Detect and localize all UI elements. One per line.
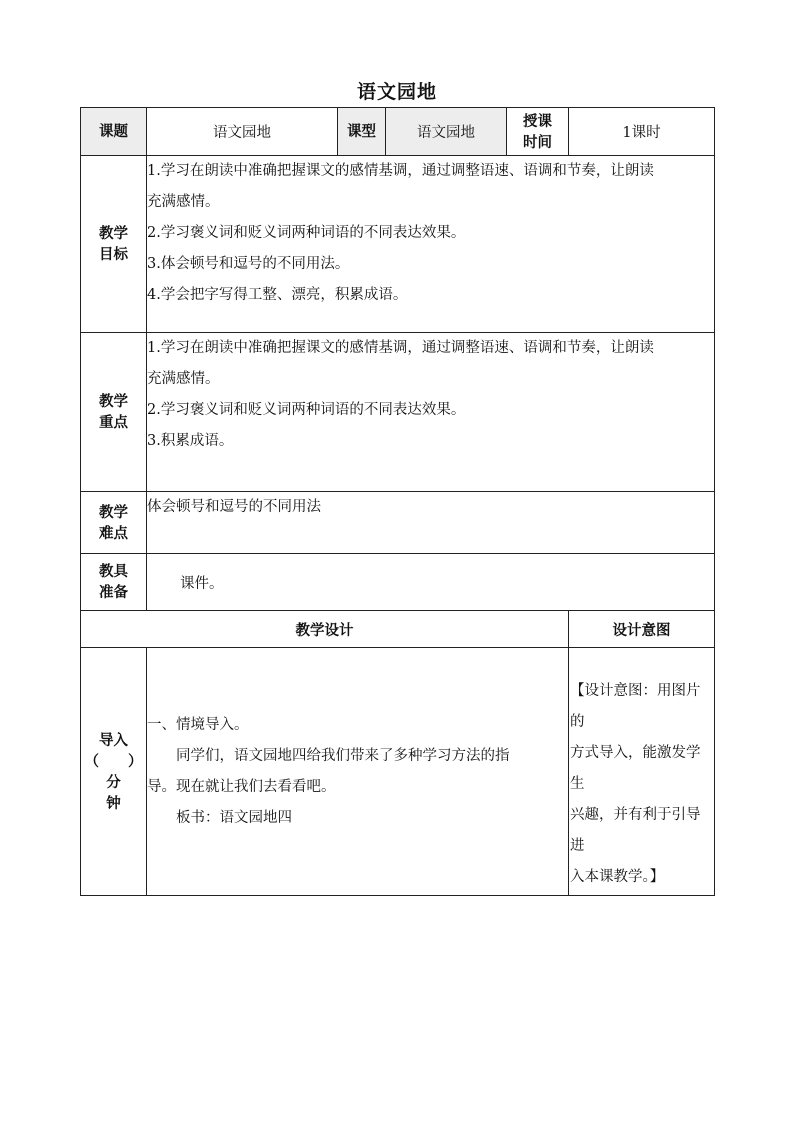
- intro-label: [81, 648, 147, 896]
- goals-label-line-1: 教学: [99, 225, 128, 242]
- intro-label-line-2: （ ）分: [84, 752, 143, 791]
- time-label-line-1: 授课: [523, 112, 552, 130]
- key-points-line: 2.学习褒义词和贬义词两种词语的不同表达效果。: [147, 402, 466, 418]
- goals-line: 4.学会把字写得工整、漂亮，积累成语。: [147, 287, 408, 303]
- materials-label-line-1: 教具: [99, 563, 128, 580]
- goals-label: [81, 156, 147, 333]
- time-label-line-2: 时间: [523, 133, 552, 151]
- intro-design-line: 板书：语文园地四: [147, 809, 292, 826]
- key-points-label-line-1: 教学: [99, 393, 128, 410]
- difficulty-content: [147, 492, 715, 554]
- difficulty-row: [81, 492, 715, 554]
- key-points-label: [81, 333, 147, 492]
- materials-row: [81, 554, 715, 611]
- materials-label: [81, 554, 147, 611]
- intro-label-line-3: 钟: [106, 794, 121, 812]
- key-points-line: 3.积累成语。: [147, 433, 234, 449]
- goals-line: 3.体会顿号和逗号的不同用法。: [147, 256, 350, 272]
- time-label: [507, 108, 569, 156]
- document-title: 语文园地: [356, 81, 437, 103]
- intro-intent-line: 方式导入，能激发学生: [570, 745, 701, 792]
- difficulty-label: [81, 492, 147, 554]
- goals-line: 1.学习在朗读中准确把握课文的感情基调，通过调整语速、语调和节奏，让朗读: [147, 163, 654, 179]
- time-value: 1课时: [569, 108, 715, 156]
- intro-design-line: 导。现在就让我们去看看吧。: [147, 778, 336, 795]
- intro-intent-content: [569, 648, 715, 896]
- materials-text: 课件。: [180, 575, 224, 592]
- intro-design-line: 一、情境导入。: [147, 716, 249, 733]
- intro-intent-line: 【设计意图：用图片的: [570, 683, 701, 730]
- intro-intent-line: 入本课教学。】: [570, 869, 665, 885]
- key-points-label-line-2: 重点: [99, 414, 128, 431]
- difficulty-label-line-1: 教学: [99, 503, 128, 521]
- section-header-row: [81, 611, 715, 648]
- intent-header: 设计意图: [569, 611, 715, 648]
- intro-label-line-1: 导入: [99, 731, 128, 749]
- key-points-line: 充满感情。: [147, 371, 220, 387]
- key-points-line: 1.学习在朗读中准确把握课文的感情基调，通过调整语速、语调和节奏，让朗读: [147, 340, 654, 356]
- key-points-content: [147, 333, 715, 492]
- intro-design-line: 同学们，语文园地四给我们带来了多种学习方法的指: [147, 747, 510, 764]
- lesson-plan-table: [80, 107, 715, 896]
- materials-label-line-2: 准备: [99, 584, 128, 601]
- difficulty-text: 体会顿号和逗号的不同用法: [147, 499, 321, 515]
- materials-content: [147, 554, 715, 611]
- goals-line: 2.学习褒义词和贬义词两种词语的不同表达效果。: [147, 225, 466, 241]
- topic-label: 课题: [81, 108, 147, 156]
- goals-row: [81, 156, 715, 333]
- goals-line: 充满感情。: [147, 194, 220, 210]
- topic-value: 语文园地: [147, 108, 338, 156]
- goals-label-line-2: 目标: [99, 246, 128, 263]
- intro-intent-line: 兴趣，并有利于引导进: [570, 807, 701, 854]
- intro-row: [81, 648, 715, 896]
- type-label: 课型: [338, 108, 386, 156]
- key-points-row: [81, 333, 715, 492]
- goals-content: [147, 156, 715, 333]
- design-header: 教学设计: [81, 611, 569, 648]
- type-value: 语文园地: [386, 108, 507, 156]
- header-row: [81, 108, 715, 156]
- difficulty-label-line-2: 难点: [99, 524, 128, 542]
- intro-design-content: [147, 648, 569, 896]
